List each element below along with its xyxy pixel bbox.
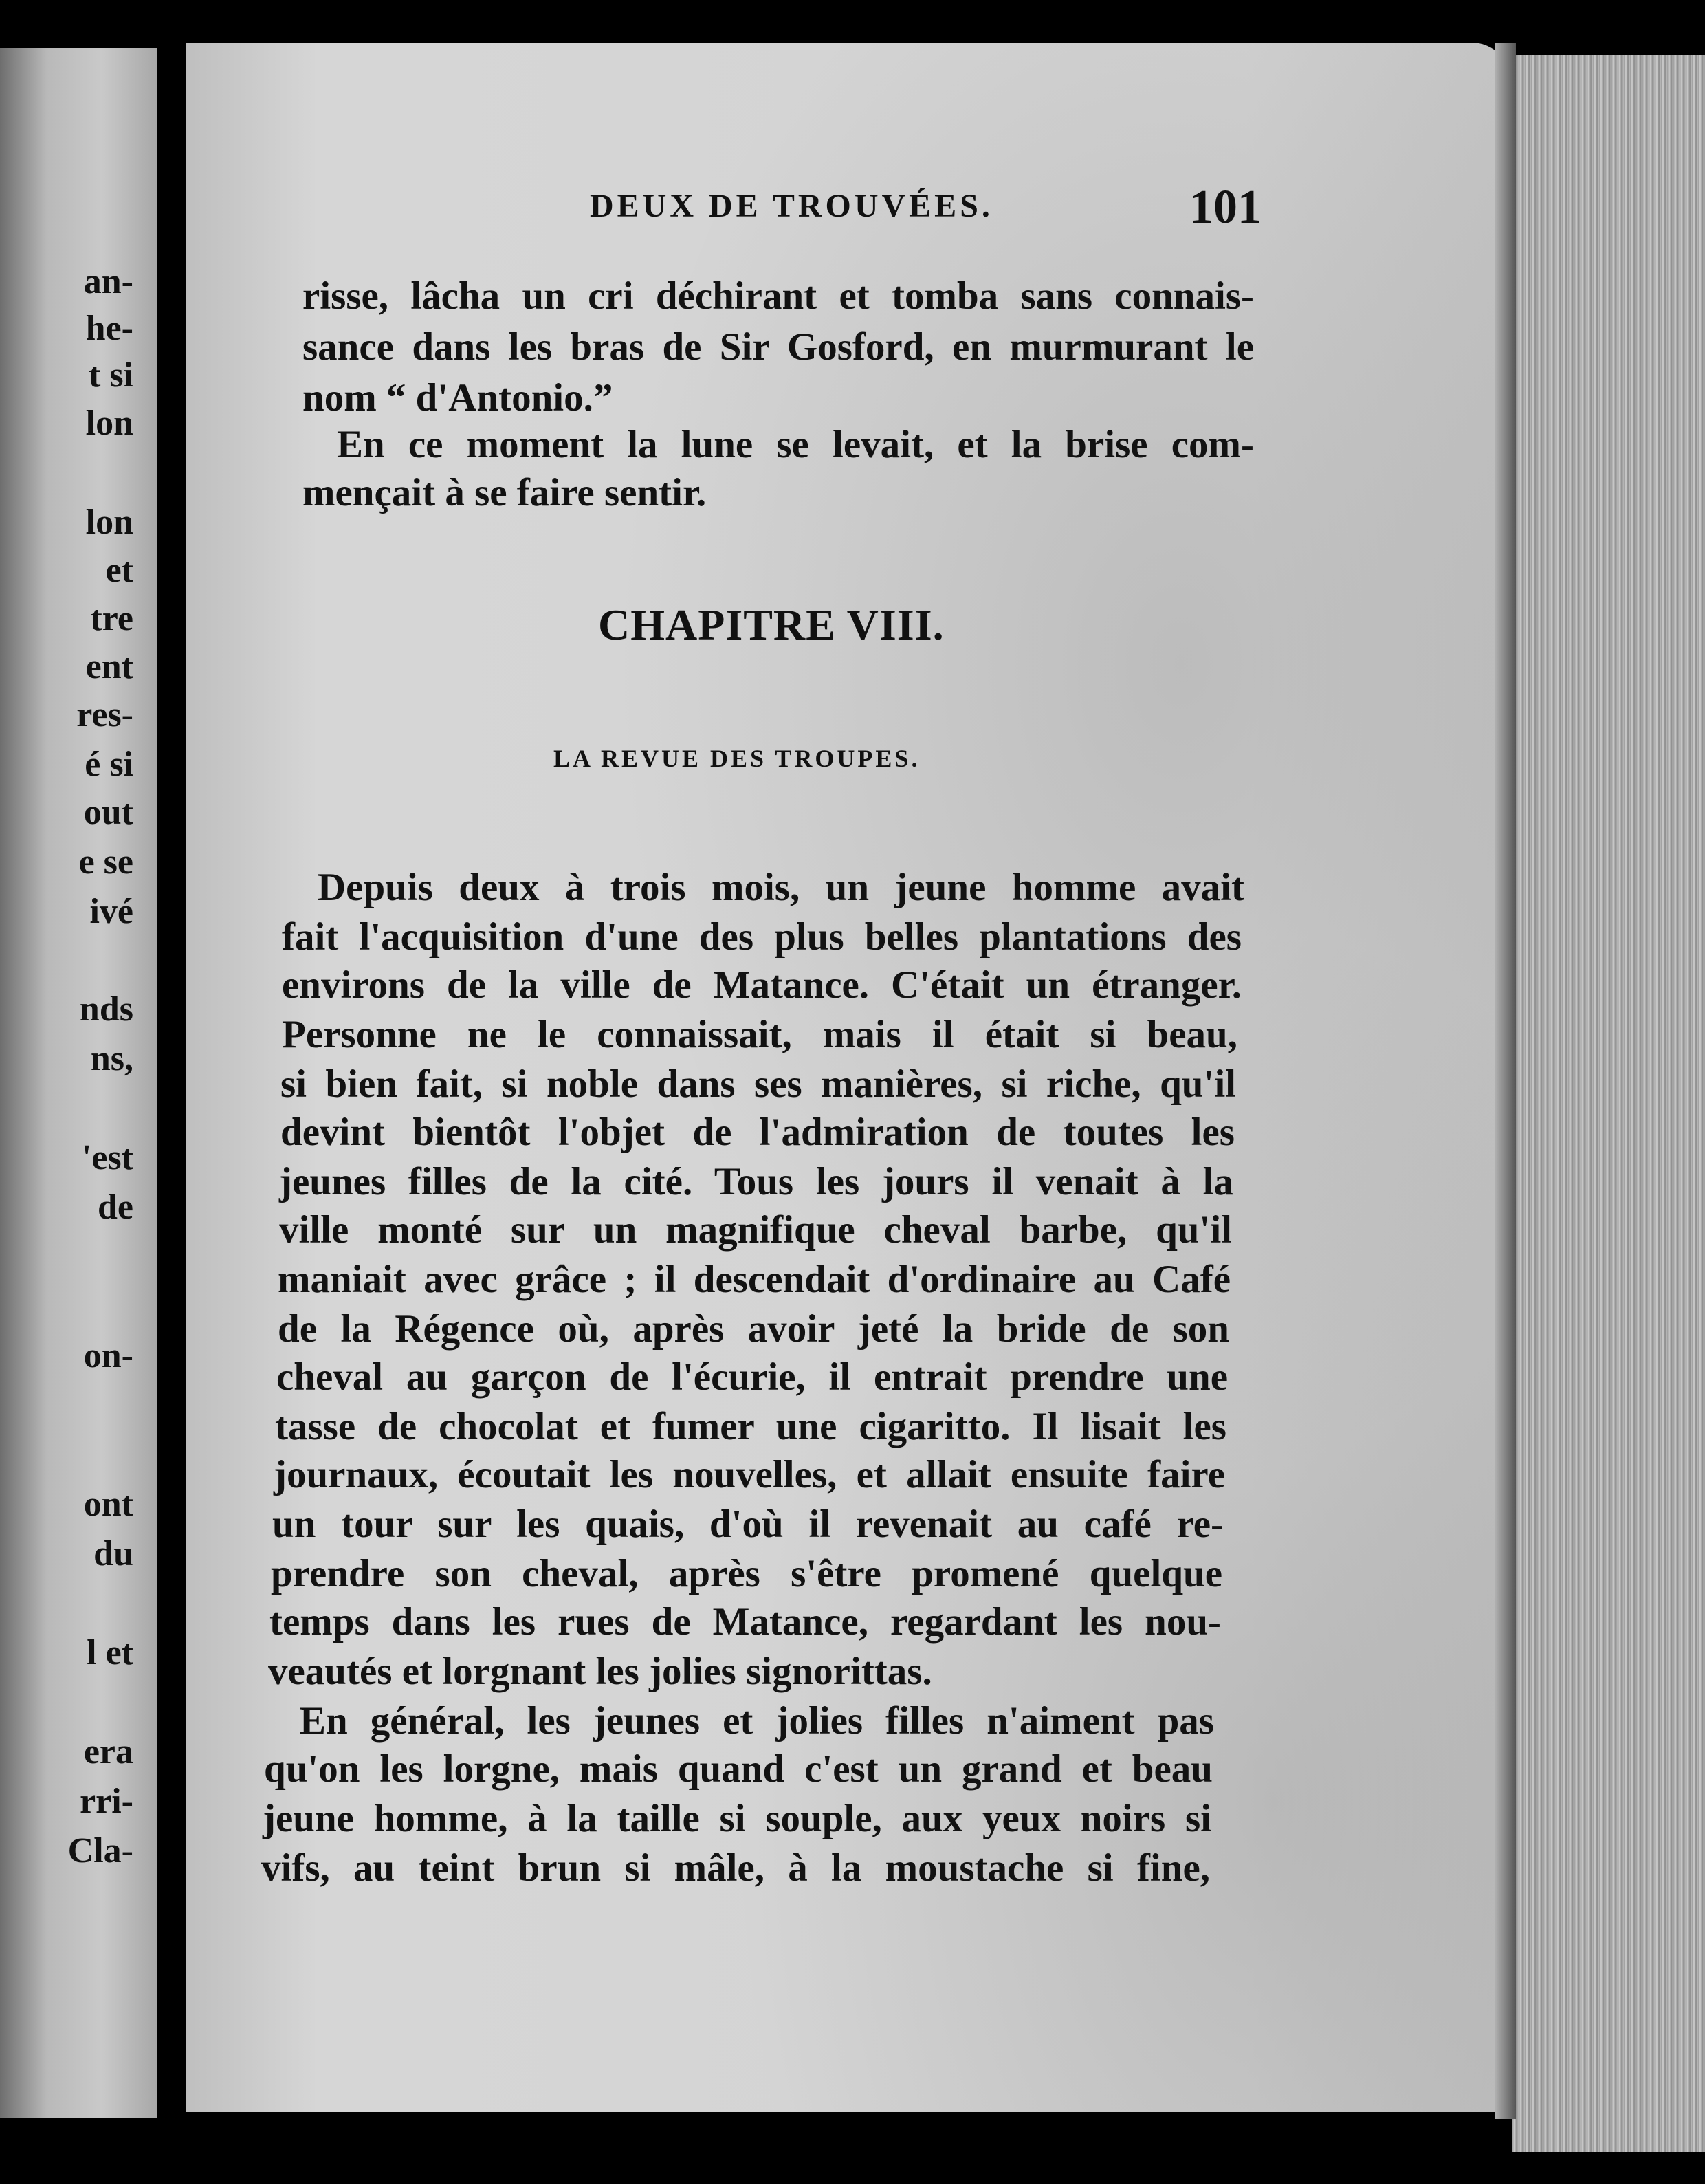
text-line: jeune homme, à la taille si souple, aux yeux noirs si bbox=[263, 1797, 1211, 1840]
text-line: sance dans les bras de Sir Gosford, en murmurant le bbox=[302, 325, 1254, 369]
text-line: un tour sur les quais, d'où il revenait au café re- bbox=[272, 1503, 1224, 1546]
facing-text-fragment: era bbox=[83, 1732, 133, 1771]
facing-text-fragment: on- bbox=[83, 1336, 133, 1375]
facing-text-fragment: out bbox=[83, 793, 133, 832]
page-edge-shadow bbox=[1495, 43, 1516, 2119]
text-line: mençait à se faire sentir. bbox=[302, 471, 707, 514]
facing-page bbox=[0, 48, 157, 2118]
facing-text-fragment: lon bbox=[85, 503, 133, 542]
text-line: jeunes filles de la cité. Tous les jours il venait à la bbox=[279, 1160, 1233, 1203]
facing-text-fragment: 'est bbox=[81, 1138, 133, 1177]
facing-text-fragment: du bbox=[94, 1534, 133, 1573]
running-head: DEUX DE TROUVÉES. bbox=[590, 188, 993, 224]
text-line: temps dans les rues de Matance, regardant les nou- bbox=[270, 1600, 1221, 1644]
facing-text-fragment: tre bbox=[90, 599, 133, 638]
book-fore-edge bbox=[1512, 55, 1705, 2152]
text-line: environs de la ville de Matance. C'était un étranger. bbox=[282, 963, 1242, 1007]
facing-text-fragment: é si bbox=[85, 745, 133, 784]
text-line: nom “ d'Antonio.” bbox=[302, 376, 613, 419]
facing-text-fragment: an- bbox=[83, 262, 133, 301]
text-line: journaux, écoutait les nouvelles, et allait ensuite faire bbox=[274, 1453, 1225, 1496]
facing-text-fragment: ont bbox=[83, 1485, 133, 1524]
text-line: tasse de chocolat et fumer une cigaritto. Il lisait les bbox=[275, 1405, 1226, 1448]
facing-text-fragment: de bbox=[98, 1188, 133, 1227]
text-line: qu'on les lorgne, mais quand c'est un grand et beau bbox=[264, 1747, 1213, 1791]
text-line: En ce moment la lune se levait, et la brise com- bbox=[337, 423, 1254, 466]
facing-text-fragment: res- bbox=[76, 695, 133, 734]
facing-text-fragment: ent bbox=[85, 647, 133, 686]
facing-text-fragment: nds bbox=[79, 990, 133, 1029]
text-line: veautés et lorgnant les jolies signorittas. bbox=[268, 1650, 932, 1693]
facing-text-fragment: t si bbox=[89, 356, 133, 395]
facing-text-fragment: l et bbox=[87, 1633, 133, 1672]
text-line: devint bientôt l'objet de l'admiration de toutes les bbox=[280, 1111, 1235, 1154]
text-line: vifs, au teint brun si mâle, à la moustache si fine, bbox=[261, 1846, 1210, 1890]
chapter-title: CHAPITRE VIII. bbox=[598, 600, 945, 649]
text-line: fait l'acquisition d'une des plus belles plantations des bbox=[282, 915, 1242, 959]
facing-text-fragment: rri- bbox=[80, 1782, 133, 1821]
text-line: risse, lâcha un cri déchirant et tomba sans connais- bbox=[302, 274, 1254, 318]
facing-text-fragment: he- bbox=[85, 309, 133, 348]
text-line: cheval au garçon de l'écurie, il entrait prendre une bbox=[276, 1355, 1228, 1399]
text-line: Depuis deux à trois mois, un jeune homme avait bbox=[318, 866, 1244, 909]
text-line: En général, les jeunes et jolies filles n'aiment pas bbox=[300, 1699, 1214, 1743]
text-line: si bien fait, si noble dans ses manières, si riche, qu'il bbox=[280, 1062, 1236, 1106]
chapter-subtitle: LA REVUE DES TROUPES. bbox=[553, 745, 921, 772]
text-line: prendre son cheval, après s'être promené quelque bbox=[271, 1552, 1222, 1595]
text-line: Personne ne le connaissait, mais il était si beau, bbox=[282, 1013, 1238, 1056]
facing-text-fragment: et bbox=[105, 551, 133, 590]
facing-text-fragment: Cla- bbox=[67, 1831, 133, 1870]
text-line: ville monté sur un magnifique cheval barbe, qu'il bbox=[279, 1208, 1232, 1252]
facing-text-fragment: ns, bbox=[90, 1039, 133, 1078]
page-number: 101 bbox=[1189, 181, 1262, 234]
facing-text-fragment: ivé bbox=[89, 892, 133, 931]
text-line: de la Régence où, après avoir jeté la bride de son bbox=[278, 1307, 1229, 1351]
facing-text-fragment: lon bbox=[85, 404, 133, 443]
text-line: maniait avec grâce ; il descendait d'ordinaire au Café bbox=[278, 1258, 1231, 1301]
facing-text-fragment: e se bbox=[78, 842, 133, 882]
book-gutter bbox=[157, 0, 186, 2184]
